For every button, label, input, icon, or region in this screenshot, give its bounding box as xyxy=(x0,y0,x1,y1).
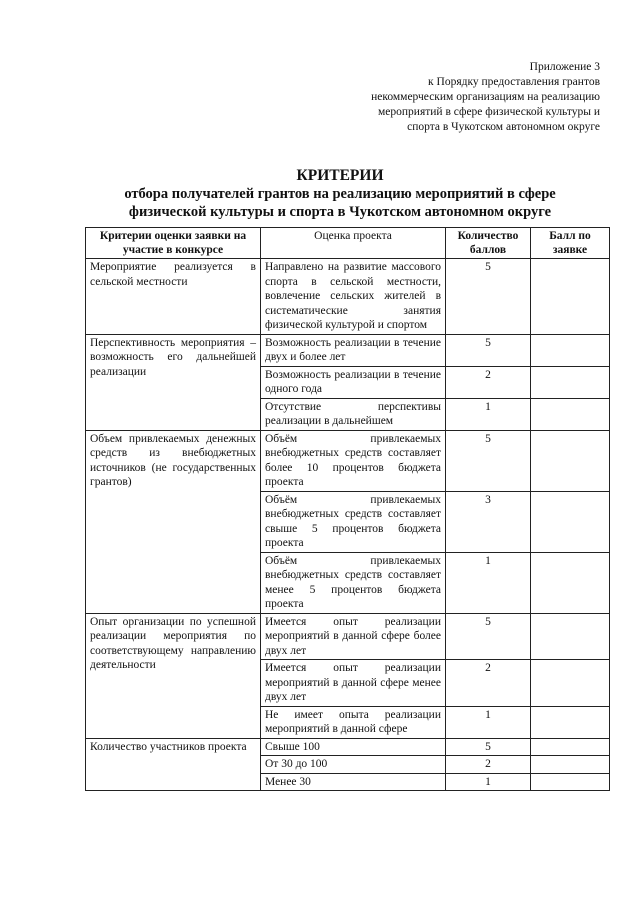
evaluation-cell: От 30 до 100 xyxy=(261,756,446,774)
points-cell: 5 xyxy=(446,334,531,366)
criterion-cell: Перспективность мероприятия – возможность его дальнейшей реализации xyxy=(86,334,261,430)
criterion-cell: Мероприятие реализуется в сельской местности xyxy=(86,259,261,335)
score-cell xyxy=(531,756,610,774)
evaluation-cell: Не имеет опыта реализации мероприятий в данной сфере xyxy=(261,706,446,738)
table-row xyxy=(86,430,610,491)
points-cell: 2 xyxy=(446,366,531,398)
points-cell: 1 xyxy=(446,773,531,791)
points-cell: 1 xyxy=(446,552,531,613)
evaluation-cell: Возможность реализации в течение одного года xyxy=(261,366,446,398)
table-header-row xyxy=(86,228,610,259)
score-cell xyxy=(531,660,610,707)
score-cell xyxy=(531,491,610,552)
criterion-cell: Объем привлекаемых денежных средств из внебюджетных источников (не государственных грантов) xyxy=(86,430,261,613)
evaluation-cell: Отсутствие перспективы реализации в дальнейшем xyxy=(261,398,446,430)
evaluation-cell: Объём привлекаемых внебюджетных средств составляет менее 5 процентов бюджета проекта xyxy=(261,552,446,613)
points-cell: 5 xyxy=(446,613,531,660)
appendix-line: спорта в Чукотском автономном округе xyxy=(407,121,600,133)
title-main: КРИТЕРИИ xyxy=(296,167,384,184)
score-cell xyxy=(531,773,610,791)
title-subtitle-line: отбора получателей грантов на реализацию мероприятий в сфере xyxy=(124,186,556,202)
table-row xyxy=(86,738,610,756)
evaluation-cell: Имеется опыт реализации мероприятий в данной сфере менее двух лет xyxy=(261,660,446,707)
appendix-line: мероприятий в сфере физической культуры и xyxy=(378,106,600,118)
score-cell xyxy=(531,613,610,660)
evaluation-cell: Направлено на развитие массового спорта в сельской местности, вовлечение сельских жителей в систематические занятия физической культурой и спортом xyxy=(261,259,446,335)
table-row xyxy=(86,613,610,660)
evaluation-cell: Объём привлекаемых внебюджетных средств составляет более 10 процентов бюджета проекта xyxy=(261,430,446,491)
score-cell xyxy=(531,398,610,430)
points-cell: 5 xyxy=(446,259,531,335)
criterion-cell: Опыт организации по успешной реализации мероприятия по соответствующему направлению деятельности xyxy=(86,613,261,738)
document-title xyxy=(70,166,610,221)
table-row xyxy=(86,334,610,366)
title-subtitle-line: физической культуры и спорта в Чукотском автономном округе xyxy=(128,204,552,220)
score-cell xyxy=(531,738,610,756)
appendix-note xyxy=(330,60,600,135)
score-cell xyxy=(531,259,610,335)
points-cell: 2 xyxy=(446,756,531,774)
evaluation-cell: Объём привлекаемых внебюджетных средств составляет свыше 5 процентов бюджета проекта xyxy=(261,491,446,552)
score-cell xyxy=(531,334,610,366)
evaluation-cell: Менее 30 xyxy=(261,773,446,791)
points-cell: 1 xyxy=(446,398,531,430)
criterion-cell: Количество участников проекта xyxy=(86,738,261,791)
header-points: Количество баллов xyxy=(446,228,531,259)
score-cell xyxy=(531,552,610,613)
points-cell: 5 xyxy=(446,430,531,491)
evaluation-cell: Имеется опыт реализации мероприятий в данной сфере более двух лет xyxy=(261,613,446,660)
appendix-line: некоммерческим организациям на реализацию xyxy=(371,91,600,103)
points-cell: 1 xyxy=(446,706,531,738)
table-row xyxy=(86,259,610,335)
header-score: Балл по заявке xyxy=(531,228,610,259)
header-evaluation: Оценка проекта xyxy=(261,228,446,259)
evaluation-cell: Возможность реализации в течение двух и более лет xyxy=(261,334,446,366)
points-cell: 3 xyxy=(446,491,531,552)
appendix-line: Приложение 3 xyxy=(529,61,600,73)
score-cell xyxy=(531,366,610,398)
score-cell xyxy=(531,430,610,491)
points-cell: 2 xyxy=(446,660,531,707)
evaluation-cell: Свыше 100 xyxy=(261,738,446,756)
appendix-line: к Порядку предоставления грантов xyxy=(428,76,600,88)
criteria-table xyxy=(85,227,610,791)
header-criteria: Критерии оценки заявки на участие в конкурсе xyxy=(86,228,261,259)
score-cell xyxy=(531,706,610,738)
points-cell: 5 xyxy=(446,738,531,756)
